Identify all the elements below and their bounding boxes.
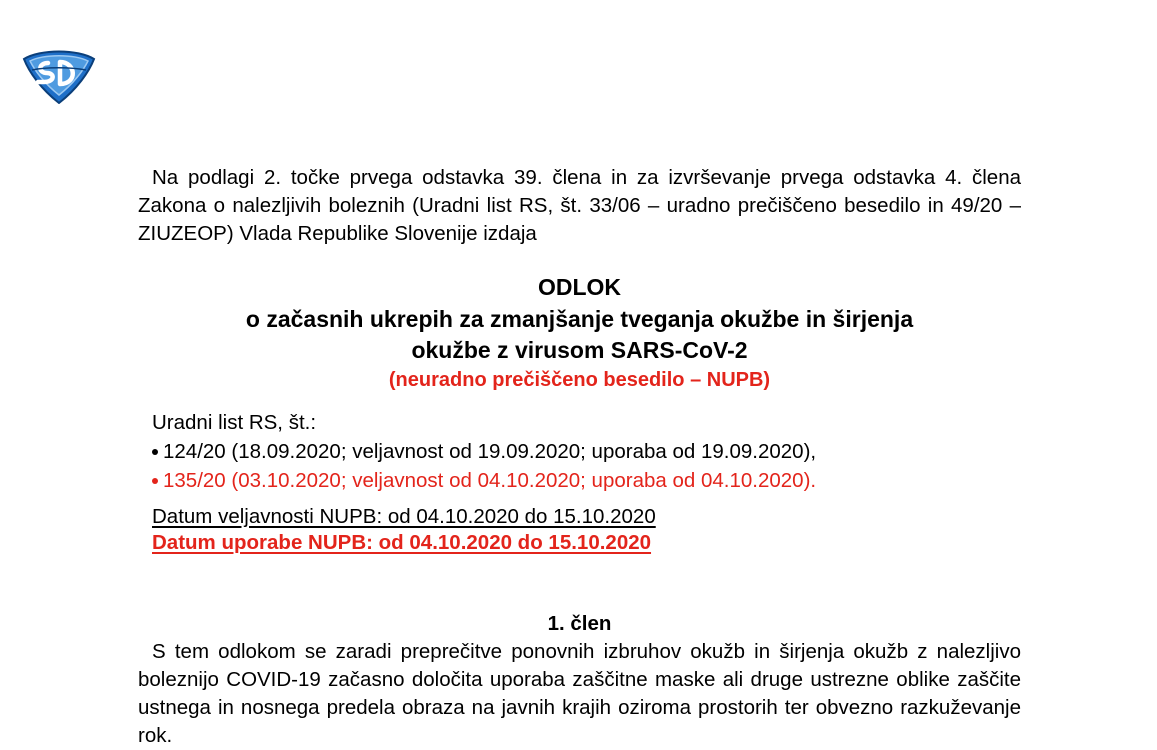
article-1-body: S tem odlokom se zaradi preprečitve ponovnih izbruhov okužb in širjenja okužb z nalezljivo boleznijo COVID-19 začasno določita uporaba zaščitne maske ali druge ustrezne oblike zaščite ustnega in nosnega predela obraza na javnih krajih oziroma prostorih ter obvezno razkuževanje rok. bbox=[138, 639, 1021, 747]
bullet-icon bbox=[152, 478, 158, 484]
decree-heading: ODLOK bbox=[537, 274, 622, 300]
article-1-heading: 1. člen bbox=[547, 611, 612, 635]
unofficial-consolidation-note: (neuradno prečiščeno besedilo – NUPB) bbox=[388, 368, 771, 391]
validity-date bbox=[152, 504, 1021, 530]
sd-shield-logo-icon bbox=[22, 48, 96, 104]
intro-paragraph: Na podlagi 2. točke prvega odstavka 39. člena in za izvrševanje prvega odstavka 4. člena Zakona o nalezljivih boleznih (Uradni list RS, št. 33/06 – uradno prečiščeno besedilo in 49/20 – ZIUZEOP) Vlada Republike Slovenije izdaja bbox=[138, 166, 1021, 245]
bullet-icon bbox=[152, 449, 158, 455]
validity-date-text: Datum veljavnosti NUPB: od 04.10.2020 do 15.10.2020 bbox=[152, 504, 656, 528]
application-date-text: Datum uporabe NUPB: od 04.10.2020 do 15.10.2020 bbox=[152, 530, 652, 554]
decree-title-line-2: okužbe z virusom SARS-CoV-2 bbox=[411, 337, 748, 363]
gazette-entry bbox=[152, 467, 1021, 496]
official-gazette-list bbox=[138, 409, 1021, 496]
gazette-entry-text: 135/20 (03.10.2020; veljavnost od 04.10.2020; uporaba od 04.10.2020). bbox=[163, 469, 817, 492]
application-date bbox=[152, 530, 1021, 556]
document-body bbox=[138, 164, 1021, 750]
gazette-entry-text: 124/20 (18.09.2020; veljavnost od 19.09.2020; uporaba od 19.09.2020), bbox=[163, 440, 817, 463]
decree-title-line-1: o začasnih ukrepih za zmanjšanje tveganja okužbe in širjenja bbox=[245, 305, 914, 332]
gazette-label: Uradni list RS, št.: bbox=[152, 411, 317, 434]
decree-title-block bbox=[138, 272, 1021, 393]
nupb-dates bbox=[138, 504, 1021, 556]
gazette-entry bbox=[152, 438, 1021, 467]
